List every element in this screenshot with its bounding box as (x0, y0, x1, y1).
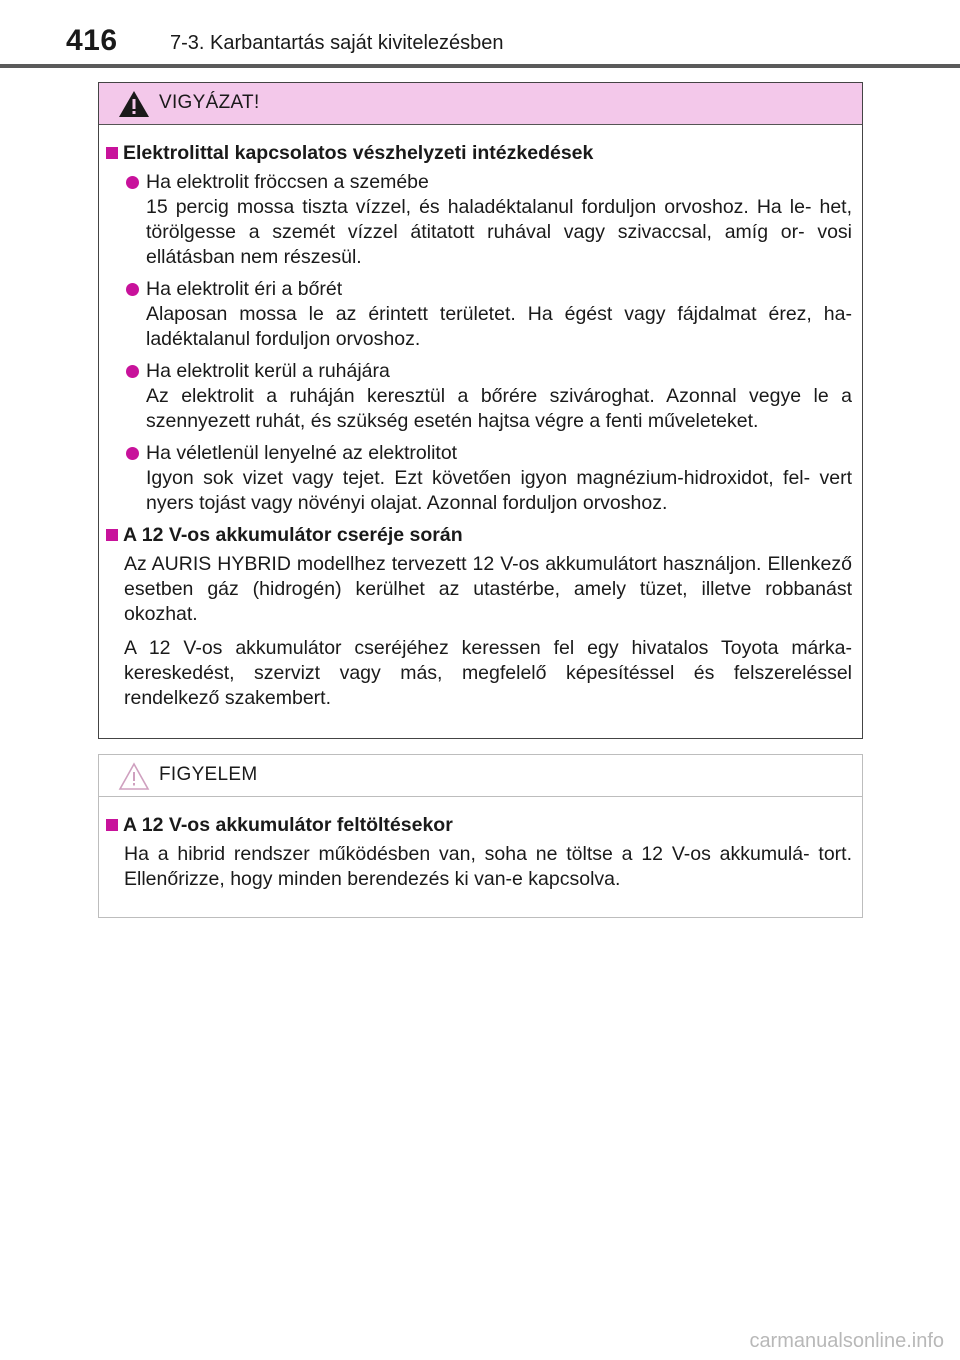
circle-bullet-icon (126, 365, 139, 378)
paragraph: A 12 V-os akkumulátor cseréjéhez keressen fel egy hivatalos Toyota márka- kereskedést, szervizt vagy más, megfelelő képesítéssel és felszereléssel rendelkező szakembert. (124, 637, 852, 709)
list-item (105, 277, 852, 352)
circle-bullet-icon (126, 283, 139, 296)
list-item-title: Ha elektrolit éri a bőrét (146, 278, 343, 300)
list-item-text: 15 percig mossa tiszta vízzel, és haladéktalanul forduljon orvoshoz. Ha le- het, törölgesse a szemét vízzel átitatott ruhával vagy szivaccsal, amíg or- vosi ellátásban nem részesül. (146, 196, 852, 268)
paragraph: Az AURIS HYBRID modellhez tervezett 12 V-os akkumulátort használjon. Ellenkező esetben gáz (hidrogén) kerülhet az utastérbe, amely tüzet, illetve robbanást okozhat. (124, 553, 852, 625)
square-bullet-icon (106, 147, 118, 159)
list-item (105, 441, 852, 516)
header-divider (0, 64, 960, 68)
warning-box-body (99, 125, 862, 711)
page-header (0, 0, 960, 68)
list-item-title: Ha véletlenül lenyelné az elektrolitot (146, 442, 458, 464)
list-item-title: Ha elektrolit kerül a ruhájára (146, 360, 390, 382)
section-heading-text: Elektrolittal kapcsolatos vészhelyzeti intézkedések (123, 142, 594, 164)
list-item-title: Ha elektrolit fröccsen a szemébe (146, 171, 429, 193)
notice-label: FIGYELEM (159, 764, 258, 785)
list-item (105, 170, 852, 270)
section-heading (105, 141, 852, 166)
square-bullet-icon (106, 819, 118, 831)
section-heading-text: A 12 V-os akkumulátor cseréje során (123, 524, 463, 546)
section-title: 7-3. Karbantartás saját kivitelezésben (170, 32, 504, 54)
caution-triangle-outline-icon (117, 761, 151, 791)
warning-box (98, 82, 863, 739)
notice-box-body (99, 797, 862, 892)
list-item-text: Igyon sok vizet vagy tejet. Ezt követően igyon magnézium-hidroxidot, fel- vert nyers tojást vagy növényi olajat. Azonnal forduljon orvoshoz. (146, 467, 852, 514)
paragraph: Ha a hibrid rendszer működésben van, soha ne töltse a 12 V-os akkumulá- tort. Ellenőrizze, hogy minden berendezés ki van-e kapcsolva. (124, 843, 852, 890)
section-heading (105, 813, 852, 838)
circle-bullet-icon (126, 447, 139, 460)
section-heading-text: A 12 V-os akkumulátor feltöltésekor (123, 814, 453, 836)
circle-bullet-icon (126, 176, 139, 189)
warning-box-header (99, 83, 862, 125)
list-item-text: Az elektrolit a ruháján keresztül a bőrére szivároghat. Azonnal vegye le a szennyezett ruhát, és szükség esetén hajtsa végre a fenti műveleteket. (146, 385, 852, 432)
square-bullet-icon (106, 529, 118, 541)
page-number: 416 (66, 24, 118, 57)
warning-label: VIGYÁZAT! (159, 92, 260, 113)
section-heading (105, 523, 852, 548)
notice-box (98, 754, 863, 918)
list-item-text: Alaposan mossa le az érintett területet. Ha égést vagy fájdalmat érez, ha- ladéktalanul forduljon orvoshoz. (146, 303, 852, 350)
list-item (105, 359, 852, 434)
watermark: carmanualsonline.info (749, 1330, 944, 1352)
notice-box-header (99, 755, 862, 797)
warning-triangle-icon (117, 89, 151, 119)
